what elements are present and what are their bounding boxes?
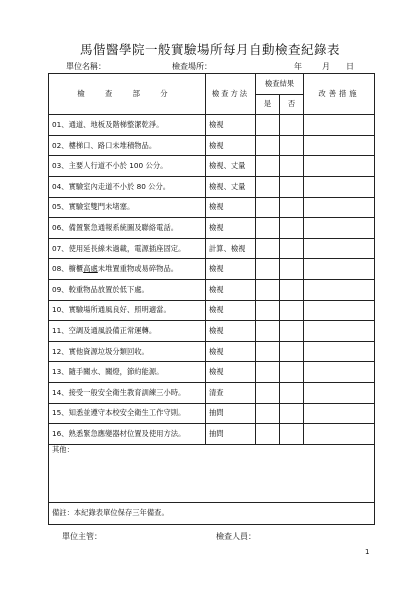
check-method: 計算、檢視 (206, 238, 256, 259)
remedy-cell[interactable] (304, 362, 375, 383)
remedy-cell[interactable] (304, 424, 375, 445)
result-no-cell[interactable] (280, 115, 304, 136)
yes-column-header: 是 (256, 94, 280, 115)
check-item-text: 13、隨手關水、關燈，節約能源。 (49, 362, 206, 383)
result-no-cell[interactable] (280, 218, 304, 239)
table-row (49, 362, 375, 383)
check-method: 檢視 (206, 300, 256, 321)
check-item-text: 04、實驗室內走道不小於 80 公分。 (49, 176, 206, 197)
check-method: 檢視 (206, 341, 256, 362)
result-yes-cell[interactable] (256, 300, 280, 321)
inspection-place-label: 檢查場所： (172, 62, 212, 71)
remedy-cell[interactable] (304, 382, 375, 403)
remedy-cell[interactable] (304, 156, 375, 177)
table-row (49, 238, 375, 259)
result-no-cell[interactable] (280, 382, 304, 403)
result-yes-cell[interactable] (256, 279, 280, 300)
result-no-cell[interactable] (280, 238, 304, 259)
check-item-text: 03、主要人行道不小於 100 公分。 (49, 156, 206, 177)
remedy-cell[interactable] (304, 115, 375, 136)
remedy-cell[interactable] (304, 218, 375, 239)
inspector-label: 檢查人員： (216, 532, 256, 541)
remedy-cell[interactable] (304, 176, 375, 197)
result-no-cell[interactable] (280, 424, 304, 445)
remedy-cell[interactable] (304, 259, 375, 280)
check-method: 檢視、丈量 (206, 156, 256, 177)
unit-name-label: 單位名稱： (66, 62, 106, 71)
result-yes-cell[interactable] (256, 135, 280, 156)
check-item-text: 07、使用延長線未過載，電源插座固定。 (49, 238, 206, 259)
other-field[interactable] (49, 444, 375, 502)
method-column-header: 檢查方法 (206, 74, 256, 115)
table-row (49, 279, 375, 300)
check-item-text: 16、熟悉緊急應變器材位置及使用方法。 (49, 424, 206, 445)
result-no-cell[interactable] (280, 279, 304, 300)
result-no-cell[interactable] (280, 362, 304, 383)
table-row (49, 259, 375, 280)
check-item-text: 11、空調及通風設備正常運轉。 (49, 321, 206, 342)
check-method: 檢視、丈量 (206, 176, 256, 197)
result-yes-cell[interactable] (256, 321, 280, 342)
result-no-cell[interactable] (280, 197, 304, 218)
remedy-cell[interactable] (304, 197, 375, 218)
month-label: 月 (322, 62, 330, 71)
check-method: 檢視 (206, 197, 256, 218)
result-yes-cell[interactable] (256, 424, 280, 445)
supervisor-label: 單位主管： (62, 532, 102, 541)
result-yes-cell[interactable] (256, 382, 280, 403)
remedy-cell[interactable] (304, 135, 375, 156)
table-row (49, 176, 375, 197)
check-item-text: 01、通道、地板及階梯整潔乾淨。 (49, 115, 206, 136)
remedy-cell[interactable] (304, 300, 375, 321)
day-label: 日 (346, 62, 354, 71)
result-no-cell[interactable] (280, 321, 304, 342)
other-row (49, 444, 375, 502)
remedy-cell[interactable] (304, 238, 375, 259)
result-no-cell[interactable] (280, 259, 304, 280)
table-row (49, 382, 375, 403)
check-item-text: 06、備置緊急通報系統圖及聯絡電話。 (49, 218, 206, 239)
check-method: 清查 (206, 382, 256, 403)
table-row (49, 321, 375, 342)
remedy-cell[interactable] (304, 279, 375, 300)
result-yes-cell[interactable] (256, 176, 280, 197)
result-yes-cell[interactable] (256, 156, 280, 177)
table-row (49, 156, 375, 177)
check-method: 檢視 (206, 362, 256, 383)
result-no-cell[interactable] (280, 300, 304, 321)
form-title: 馬偕醫學院一般實驗場所每月自動檢查紀錄表 (79, 42, 340, 57)
check-method: 檢視 (206, 279, 256, 300)
result-no-cell[interactable] (280, 176, 304, 197)
result-yes-cell[interactable] (256, 197, 280, 218)
check-method: 檢視 (206, 218, 256, 239)
result-yes-cell[interactable] (256, 218, 280, 239)
check-method: 檢視 (206, 115, 256, 136)
table-row (49, 115, 375, 136)
result-yes-cell[interactable] (256, 403, 280, 424)
check-item-text: 10、實驗場所通風良好、照明適當。 (49, 300, 206, 321)
result-yes-cell[interactable] (256, 259, 280, 280)
result-no-cell[interactable] (280, 135, 304, 156)
inspection-table (48, 73, 375, 525)
result-yes-cell[interactable] (256, 115, 280, 136)
note-text: 備註：本紀錄表單位保存三年備查。 (49, 502, 375, 524)
year-label: 年 (294, 62, 302, 71)
check-method: 檢視 (206, 135, 256, 156)
check-item-text: 05、實驗室雙門未堵塞。 (49, 197, 206, 218)
remedy-column-header: 改善措施 (304, 74, 375, 115)
check-item-text: 09、較重物品放置於低下處。 (49, 279, 206, 300)
page-number: 1 (365, 548, 370, 556)
header-row-top (49, 74, 375, 95)
check-item-text: 02、樓梯口、路口未堆積物品。 (49, 135, 206, 156)
table-row (49, 403, 375, 424)
result-no-cell[interactable] (280, 156, 304, 177)
item-column-header: 檢 查 部 分 (49, 74, 206, 115)
remedy-cell[interactable] (304, 403, 375, 424)
table-row (49, 135, 375, 156)
check-item-text: 12、實他資源垃圾分類回收。 (49, 341, 206, 362)
check-method: 檢視 (206, 259, 256, 280)
table-row (49, 300, 375, 321)
check-method: 檢視 (206, 321, 256, 342)
remedy-cell[interactable] (304, 321, 375, 342)
table-row (49, 218, 375, 239)
check-method: 抽問 (206, 403, 256, 424)
result-yes-cell[interactable] (256, 341, 280, 362)
check-items (49, 115, 375, 445)
result-no-cell[interactable] (280, 341, 304, 362)
remedy-cell[interactable] (304, 341, 375, 362)
note-row (49, 502, 375, 524)
table-row (49, 197, 375, 218)
result-column-header: 檢查結果 (256, 74, 304, 95)
no-column-header: 否 (280, 94, 304, 115)
result-no-cell[interactable] (280, 403, 304, 424)
result-yes-cell[interactable] (256, 238, 280, 259)
check-method: 抽問 (206, 424, 256, 445)
table-row (49, 424, 375, 445)
result-yes-cell[interactable] (256, 362, 280, 383)
check-item-text: 14、接受一般安全衛生教育訓練三小時。 (49, 382, 206, 403)
check-item-text: 15、知悉並遵守本校安全衛生工作守則。 (49, 403, 206, 424)
other-label: 其他： (52, 444, 74, 454)
check-item-text: 08、櫥櫃高處未堆置重物或易碎物品。 (49, 259, 206, 280)
table-row (49, 341, 375, 362)
